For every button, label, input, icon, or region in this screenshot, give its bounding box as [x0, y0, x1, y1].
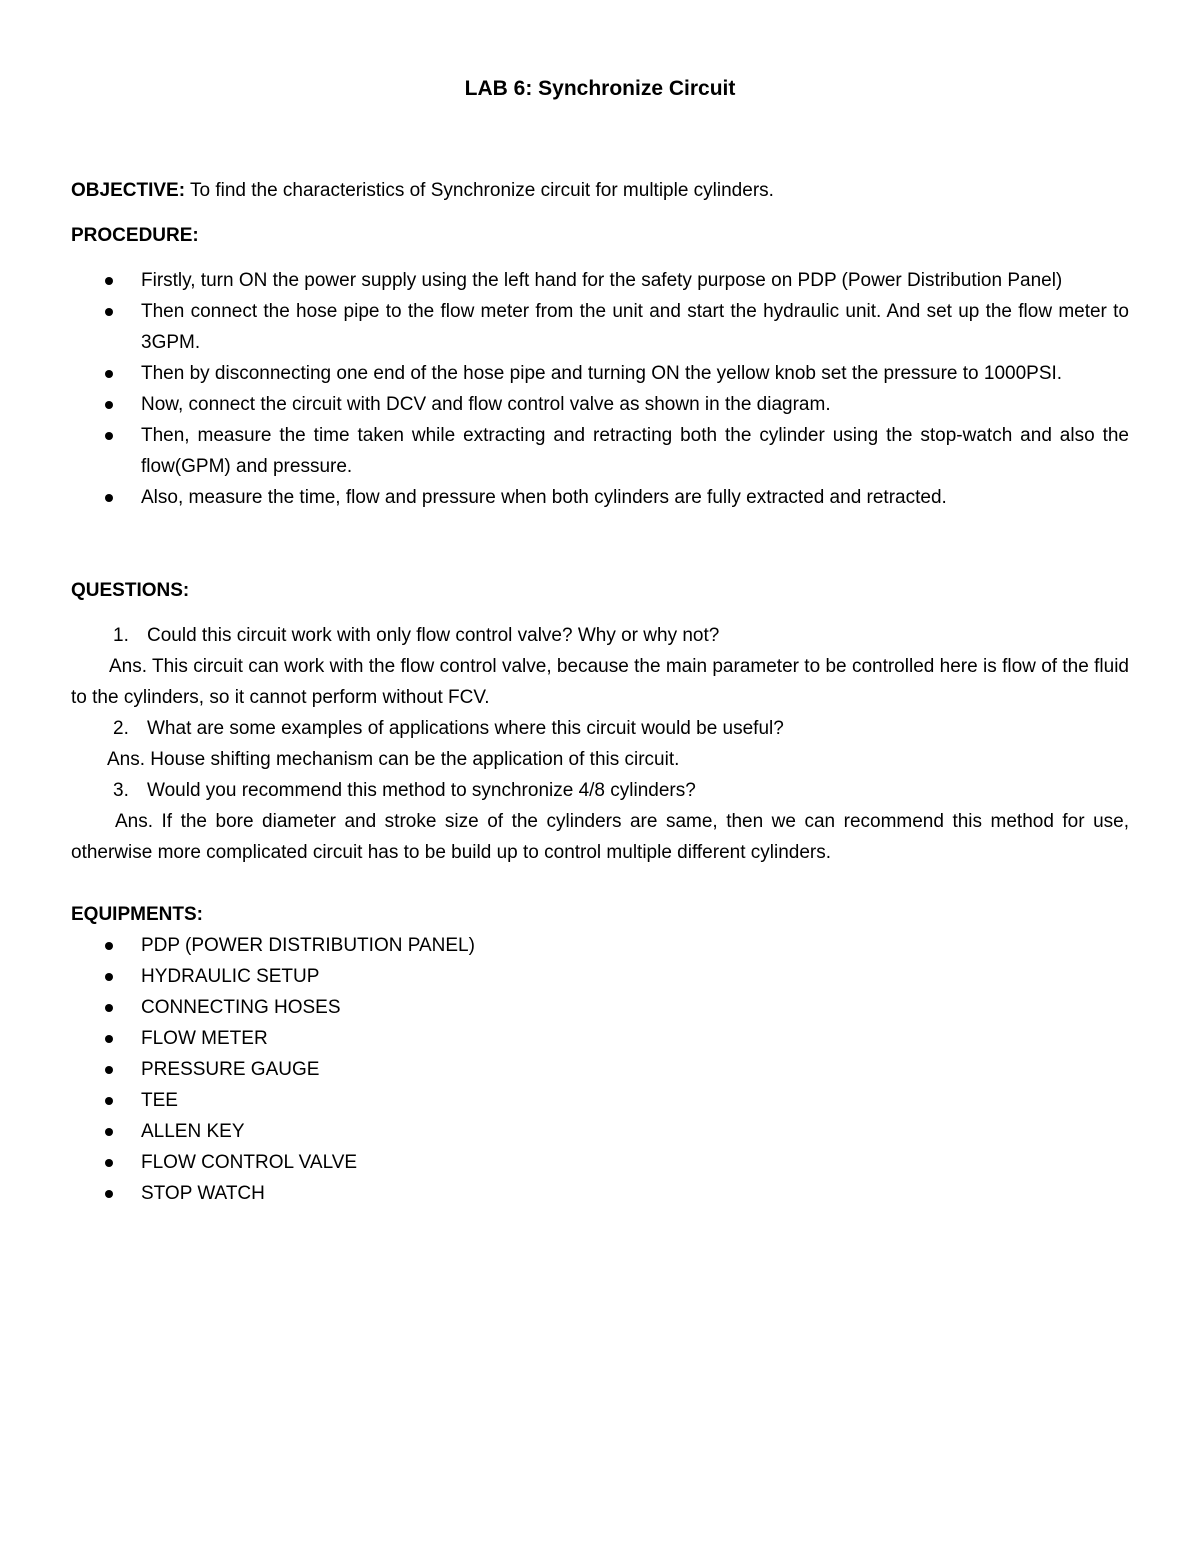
bullet-icon [105, 942, 113, 950]
bullet-icon [105, 432, 113, 440]
question-number: 3. [113, 780, 129, 801]
question-number: 1. [113, 625, 129, 646]
bullet-icon [105, 1128, 113, 1136]
equipment-item: FLOW METER [71, 1023, 1129, 1054]
question-text: Could this circuit work with only flow control valve? Why or why not? [147, 625, 720, 646]
procedure-step: Then connect the hose pipe to the flow meter from the unit and start the hydraulic unit. And set up the flow meter to 3GPM. [71, 296, 1129, 358]
equipment-item: FLOW CONTROL VALVE [71, 1147, 1129, 1178]
procedure-heading: PROCEDURE: [71, 225, 199, 246]
document-title: LAB 6: Synchronize Circuit [464, 77, 736, 100]
question-1 [71, 620, 1129, 651]
procedure-step: Then, measure the time taken while extracting and retracting both the cylinder using the stop-watch and also the flow(GPM) and pressure. [71, 420, 1129, 482]
bullet-icon [105, 370, 113, 378]
procedure-step: Also, measure the time, flow and pressure when both cylinders are fully extracted and retracted. [71, 482, 1129, 513]
bullet-icon [105, 401, 113, 409]
equipment-item: PDP (POWER DISTRIBUTION PANEL) [71, 930, 1129, 961]
objective-label: OBJECTIVE: [71, 180, 186, 201]
bullet-icon [105, 1004, 113, 1012]
equipment-item: PRESSURE GAUGE [71, 1054, 1129, 1085]
objective-text: To find the characteristics of Synchronize circuit for multiple cylinders. [185, 180, 774, 201]
bullet-icon [105, 973, 113, 981]
equipments-heading: EQUIPMENTS: [71, 904, 203, 925]
bullet-icon [105, 1066, 113, 1074]
procedure-step: Now, connect the circuit with DCV and flow control valve as shown in the diagram. [71, 389, 1129, 420]
bullet-icon [105, 277, 113, 285]
equipment-item: STOP WATCH [71, 1178, 1129, 1209]
procedure-step: Firstly, turn ON the power supply using the left hand for the safety purpose on PDP (Power Distribution Panel) [71, 265, 1129, 296]
bullet-icon [105, 1035, 113, 1043]
procedure-list [71, 265, 1129, 513]
question-2 [71, 713, 1129, 744]
procedure-step: Then by disconnecting one end of the hose pipe and turning ON the yellow knob set the pressure to 1000PSI. [71, 358, 1129, 389]
question-3 [71, 775, 1129, 806]
bullet-icon [105, 308, 113, 316]
equipment-item: ALLEN KEY [71, 1116, 1129, 1147]
bullet-icon [105, 494, 113, 502]
equipment-list [71, 930, 1129, 1209]
question-number: 2. [113, 718, 129, 739]
question-text: Would you recommend this method to synchronize 4/8 cylinders? [147, 780, 696, 801]
equipment-item: HYDRAULIC SETUP [71, 961, 1129, 992]
bullet-icon [105, 1097, 113, 1105]
answer-2: Ans. House shifting mechanism can be the application of this circuit. [107, 749, 680, 770]
objective-paragraph [71, 175, 1129, 206]
document-body [71, 175, 1129, 1209]
equipment-item: CONNECTING HOSES [71, 992, 1129, 1023]
questions-heading: QUESTIONS: [71, 580, 190, 601]
equipment-item: TEE [71, 1085, 1129, 1116]
bullet-icon [105, 1190, 113, 1198]
question-text: What are some examples of applications where this circuit would be useful? [147, 718, 784, 739]
bullet-icon [105, 1159, 113, 1167]
answer-3: Ans. If the bore diameter and stroke size of the cylinders are same, then we can recommend this method for use, otherwise more complicated circuit has to be build up to control multiple different cylinders. [71, 811, 1129, 863]
answer-1: Ans. This circuit can work with the flow control valve, because the main parameter to be controlled here is flow of the fluid to the cylinders, so it cannot perform without FCV. [71, 656, 1129, 708]
